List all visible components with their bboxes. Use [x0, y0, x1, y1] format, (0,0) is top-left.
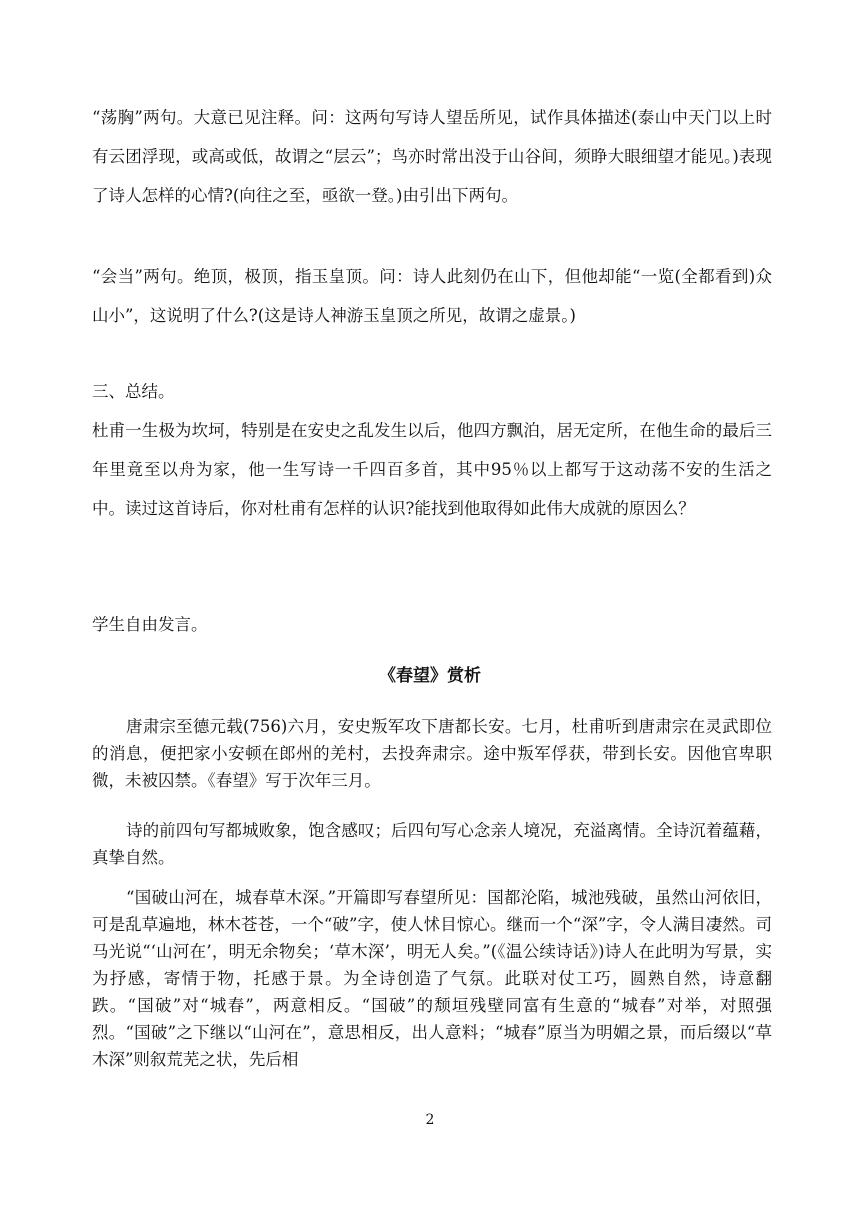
- students-speak: 学生自由发言。: [92, 615, 208, 634]
- summary-body: 杜甫一生极为坎坷，特别是在安史之乱发生以后，他四方飘泊，居无定所，在他生命的最后三年里竟至以舟为家，他一生写诗一千四百多首，其中95％以上都写于这动荡不安的生活之中。读过这首诗后，你对杜甫有怎样的认识?能找到他取得如此伟大成就的原因么？: [92, 421, 772, 518]
- summary-heading: 三、总结。: [92, 382, 175, 401]
- paragraph-huidang: “会当”两句。绝顶，极顶，指玉皇顶。问：诗人此刻仍在山下，但他却能“一览(全都看到)众山小”，这说明了什么?(这是诗人神游玉皇顶之所见，故谓之虚景。): [92, 267, 772, 325]
- section-title: 《春望》赏析: [379, 666, 481, 686]
- chunwang-paragraph-1: 唐肃宗至德元载(756)六月，安史叛军攻下唐都长安。七月，杜甫听到唐肃宗在灵武即位的消息，便把家小安顿在郎州的羌村，去投奔肃宗。途中叛军俘获，带到长安。因他官卑职微，未被囚禁。《春望》写于次年三月。: [92, 717, 772, 790]
- paragraph-dangxiong: “荡胸”两句。大意已见注释。问：这两句写诗人望岳所见，试作具体描述(泰山中天门以上时有云团浮现，或高或低，故谓之“层云”；鸟亦时常出没于山谷间，须睁大眼细望才能见。)表现了诗人怎样的心情?(向往之至，亟欲一登。)由引出下两句。: [92, 108, 772, 205]
- page-number: 2: [425, 1112, 435, 1128]
- chunwang-paragraph-2: 诗的前四句写都城败象，饱含感叹；后四句写心念亲人境况，充溢离情。全诗沉着蕴藉，真挚自然。: [92, 821, 772, 867]
- chunwang-paragraph-3: “国破山河在，城春草木深。”开篇即写春望所见：国都沦陷，城池残破，虽然山河依旧，可是乱草遍地，林木苍苍，一个“破”字，使人怵目惊心。继而一个“深”字，令人满目凄然。司马光说“‘山河在’，明无余物矣；‘草木深’，明无人矣。”(《温公续诗话》)诗人在此明为写景，实为抒感，寄情于物，托感于景。为全诗创造了气氛。此联对仗工巧，圆熟自然，诗意翻跌。“国破”对“城春”，两意相反。“国破”的颓垣残壁同富有生意的“城春”对举，对照强烈。“国破”之下继以“山河在”，意思相反，出人意料；“城春”原当为明媚之景，而后缀以“草木深”则叙荒芜之状，先后相: [92, 888, 772, 1069]
